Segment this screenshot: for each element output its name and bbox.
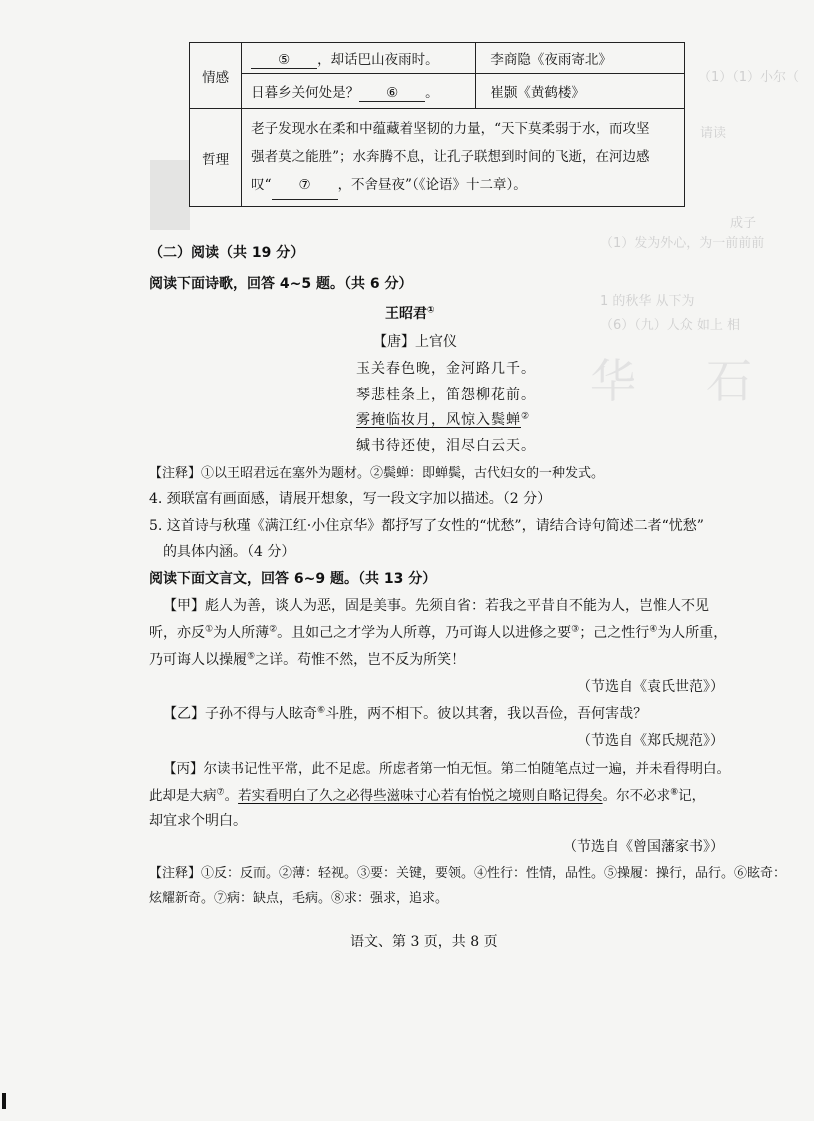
poem-line: 玉关春色晚，金河路几千。 — [356, 361, 536, 377]
passage-source: （节选自《曾国藩家书》） — [563, 839, 724, 855]
scan-mark — [2, 1093, 6, 1109]
passage-source: （节选自《袁氏世范》） — [577, 679, 724, 695]
text: 。 — [224, 788, 239, 804]
bleed-through-glyph: 华 — [590, 354, 636, 408]
answer-table — [189, 42, 685, 207]
fill-blank[interactable]: ⑤ — [251, 52, 317, 69]
prose-notes-cont: 炫耀新奇。⑦病：缺点，毛病。⑧求：强求，追求。 — [149, 891, 449, 906]
source-cell: 李商隐《夜雨寄北》 — [476, 43, 685, 74]
paragraph-line: 老子发现水在柔和中蕴藏着坚韧的力量，“天下莫柔弱于水，而攻坚 — [251, 121, 650, 137]
footnote-mark: ⑧ — [670, 787, 679, 798]
underlined-sentence: 若实看明白了久之必得些滋味寸心若有怡悦之境则自略记得矣 — [238, 788, 603, 804]
table-cell — [242, 43, 476, 74]
question-4: 4. 颈联富有画面感，请展开想象，写一段文字加以描述。（2 分） — [149, 491, 552, 507]
bleed-through-text: 请读 — [700, 126, 727, 141]
text: 听，亦反 — [149, 625, 205, 641]
passage-jia-line: 【甲】彪人为善，谈人为恶，固是美事。先须自省：若我之平昔自不能为人，岂惟人不见 — [163, 598, 709, 614]
poem-line: 缄书待还使，泪尽白云天。 — [356, 438, 536, 454]
passage-bing-line: 却宜求个明白。 — [149, 813, 247, 829]
text: 。且如己之才学为人所尊，乃可诲人以进修之要 — [277, 625, 572, 641]
passage-jia-line — [149, 622, 727, 642]
poem-line: 琴悲桂条上，笛怨柳花前。 — [356, 387, 536, 403]
bleed-through-glyph: 石 — [706, 354, 752, 408]
verse-text: 。 — [425, 84, 439, 101]
question-5-cont: 的具体内涵。（4 分） — [163, 544, 296, 560]
text: 之详。苟惟不然，岂不反为所笑！ — [255, 652, 466, 668]
footnote-mark: ② — [521, 411, 531, 422]
footnote-mark: ① — [427, 305, 435, 316]
text: 乃可诲人以操履 — [149, 652, 247, 668]
table-row — [190, 109, 685, 207]
source-cell: 崔颢《黄鹤楼》 — [476, 74, 685, 109]
bleed-through-text: （1）发为外心，为一前前前 — [600, 236, 765, 251]
poem-line — [356, 409, 530, 429]
table-row — [190, 74, 685, 109]
bleed-through-text: 1 的秋华 从下为 — [600, 294, 695, 309]
bleed-through-text: 成子 — [730, 216, 757, 231]
footnote-mark: ② — [269, 624, 278, 635]
underlined-verse: 雾掩临妆月，风惊入鬓蝉 — [356, 412, 521, 428]
table-cell — [242, 74, 476, 109]
category-cell: 哲理 — [190, 109, 242, 207]
text: 为人所重， — [657, 625, 728, 641]
poem-notes: 【注释】①以王昭君远在塞外为题材。②鬓蝉：即蝉鬓，古代妇女的一种发式。 — [149, 466, 605, 481]
title-text: 王昭君 — [385, 306, 427, 322]
prose-notes: 【注释】①反：反而。②薄：轻视。③要：关键，要领。④性行：性情，品性。⑤操履：操行，品行。⑥眩奇： — [149, 866, 787, 881]
prose-instruction: 阅读下面文言文，回答 6~9 题。（共 13 分） — [149, 571, 437, 587]
footnote-mark: ① — [205, 624, 214, 635]
footnote-mark: ④ — [649, 624, 658, 635]
table-row — [190, 43, 685, 74]
bleed-through-text: （1）（1）小尔（ — [698, 70, 800, 85]
fill-blank[interactable]: ⑦ — [272, 171, 338, 200]
footnote-mark: ③ — [571, 624, 580, 635]
text: 此却是大病 — [149, 788, 217, 804]
passage-source: （节选自《郑氏规范》） — [577, 733, 724, 749]
text: 。尔不必求 — [602, 788, 671, 804]
passage-bing-line: 【丙】尔读书记性平常，此不足虑。所虑者第一怕无恒。第二怕随笔点过一遍，并未看得明白。 — [163, 761, 730, 777]
passage-yi-line — [163, 703, 647, 723]
question-5: 5. 这首诗与秋瑾《满江红·小住京华》都抒写了女性的“忧愁”，请结合诗句简述二者“忧愁” — [149, 518, 704, 534]
verse-text: 日暮乡关何处是？ — [251, 84, 360, 101]
fill-blank[interactable]: ⑥ — [359, 85, 425, 102]
text: ，不舍昼夜”（《论语》十二章）。 — [337, 177, 527, 193]
passage-jia-line — [149, 649, 465, 669]
page-footer: 语文、第 3 页，共 8 页 — [350, 934, 498, 950]
footnote-mark: ⑤ — [247, 651, 256, 662]
poem-instruction: 阅读下面诗歌，回答 4~5 题。（共 6 分） — [149, 276, 413, 292]
passage-bing-line — [149, 784, 705, 804]
text: 叹“ — [251, 177, 272, 193]
section-heading: （二）阅读（共 19 分） — [149, 245, 305, 261]
poem-author: 【唐】上官仪 — [373, 334, 457, 350]
footnote-mark: ⑥ — [317, 705, 326, 716]
paragraph-line — [251, 171, 675, 200]
paragraph-line: 强者莫之能胜”；水奔腾不息，让孔子联想到时间的飞逝，在河边感 — [251, 149, 650, 165]
text: 斗胜，两不相下。彼以其奢，我以吾俭，吾何害哉？ — [325, 706, 648, 722]
bleed-through-text: （6）（九）人众 如上 相 — [600, 318, 741, 333]
text: 记， — [678, 788, 706, 804]
verse-text: ，却话巴山夜雨时。 — [317, 51, 439, 68]
text: 为人所薄 — [213, 625, 270, 641]
category-cell: 情感 — [190, 43, 242, 109]
text: ；己之性行 — [579, 625, 650, 641]
bleed-through-shade — [150, 160, 190, 230]
poem-title — [385, 303, 435, 323]
text: 【乙】子孙不得与人眩奇 — [163, 706, 317, 722]
table-cell — [242, 109, 685, 207]
footnote-mark: ⑦ — [216, 787, 225, 798]
